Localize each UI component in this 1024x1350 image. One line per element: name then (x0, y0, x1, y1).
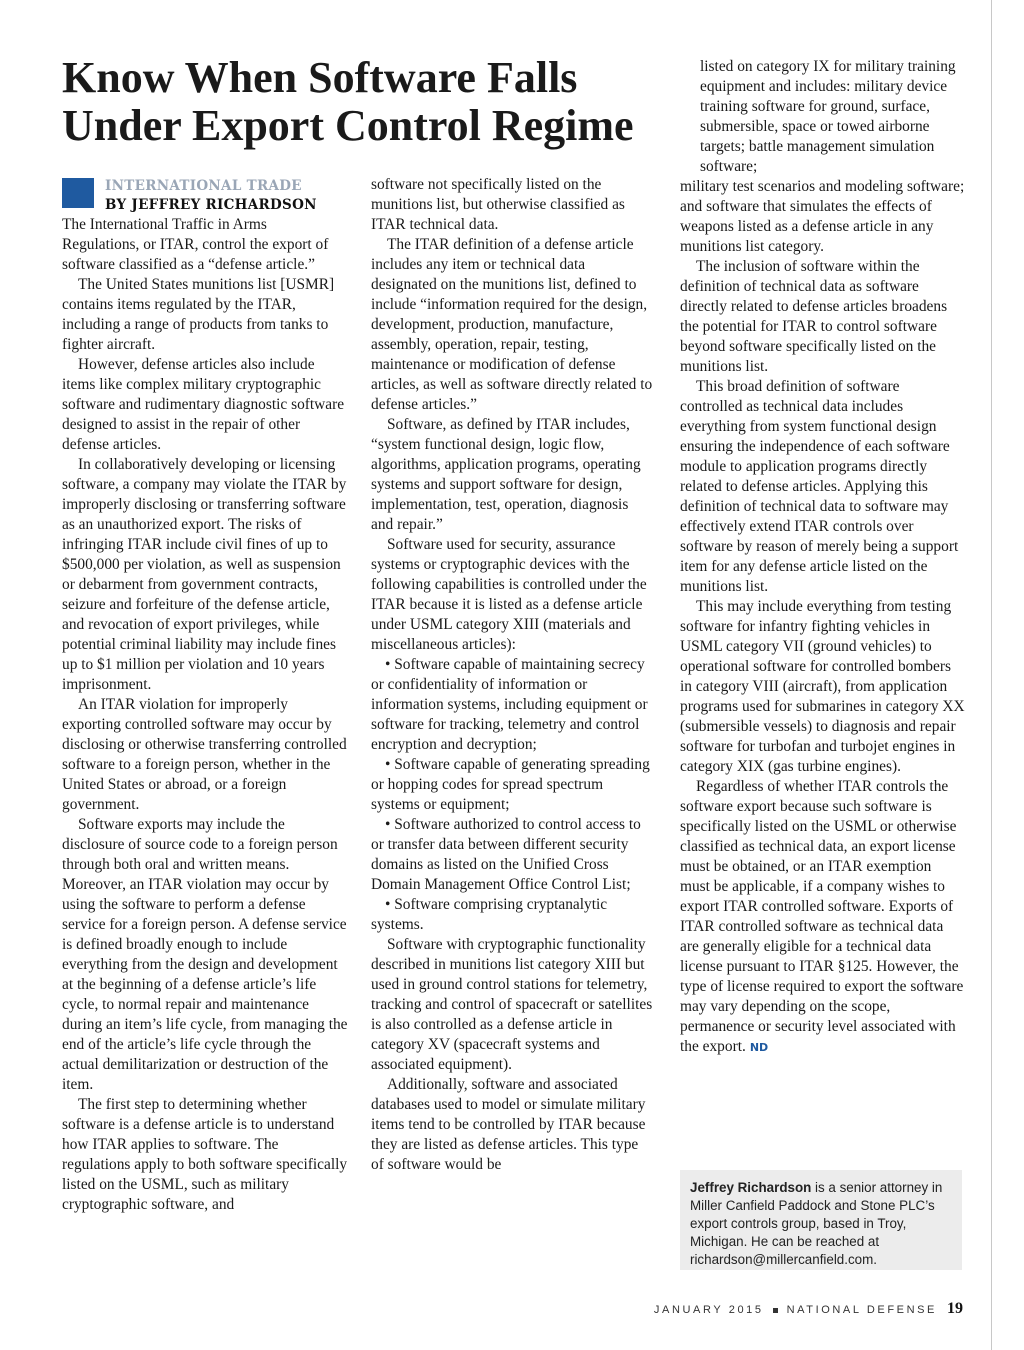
text-column-1 (62, 175, 348, 1215)
footer-separator-square (773, 1308, 778, 1313)
page-edge-rule (991, 0, 992, 1350)
bullet-item: • Software comprising cryptanalytic systems. (371, 896, 608, 933)
paragraph: In collaboratively developing or licensing software, a company may violate the ITAR by improperly disclosing or transferring software as an unauthorized export. The risks of infringing ITAR include civil fines of up to $500,000 per violation, as well as suspension or debarment from government contracts, seizure and forfeiture of the defense article, and revocation of export privileges, while potential criminal liability may include fines up to $1 million per violation and 10 years imprisonment. (62, 456, 347, 693)
bullet-item: • Software capable of maintaining secrecy or confidentiality of information or information systems, including equipment or software for tracking, telemetry and control encryption and decryption; (371, 656, 648, 753)
end-mark: ND (749, 1041, 769, 1054)
section-marker-square (62, 178, 94, 208)
headline-line-2: Under Export Control Regime (62, 101, 634, 150)
author-bio-box (680, 1170, 962, 1270)
page-number: 19 (947, 1300, 963, 1317)
paragraph: Software used for security, assurance systems or cryptographic devices with the following capabilities is controlled under the ITAR because it is listed as a defense article under USML category XIII (materials and miscellaneous articles): (371, 536, 647, 653)
paragraph: Additionally, software and associated databases used to model or simulate military items tend to be controlled by ITAR because they are listed as defense articles. This type of software would be (371, 1076, 646, 1173)
paragraph: This may include everything from testing software for infantry fighting vehicles in USML category VII (ground vehicles) to operational software for controlled bombers in category VIII (aircraft), from application programs used for submarines in category XX (submersible vessels) to diagnosis and repair software for turbofan and turbojet engines in category XIX (gas turbine engines). (680, 598, 965, 775)
bullet-item: • Software capable of generating spreading or hopping codes for spread spectrum systems or equipment; (371, 756, 650, 813)
paragraph: Software exports may include the disclosure of source code to a foreign person through both oral and written means. Moreover, an ITAR violation may occur by using the software to perform a defense service for a foreign person. A defense service is defined broadly enough to include everything from the design and development at the beginning of a defense article’s life cycle, to normal repair and maintenance during an item’s life cycle, from managing the end of the article’s life cycle through the actual demilitarization or destruction of the item. (62, 816, 348, 1093)
paragraph: The inclusion of software within the definition of technical data as software directly related to defense articles broadens the potential for ITAR to control software beyond software specifically listed on the munitions list. (680, 258, 948, 375)
article-headline (62, 54, 682, 150)
paragraph: This broad definition of software controlled as technical data includes everything from system functional design ensuring the independence of each software module to application programs directly related to defense articles. Applying this definition of technical data to software may effectively extend ITAR controls over software by reason of merely being a support item for any defense article listed on the munitions list. (680, 378, 959, 595)
bullet-item: • Software authorized to control access to or transfer data between different security domains as listed on the Unified Cross Domain Management Office Control List; (371, 816, 641, 893)
footer-date: JANUARY 2015 (653, 1304, 764, 1316)
paragraph: software not specifically listed on the munitions list, but otherwise classified as ITAR technical data. (371, 176, 625, 233)
author-byline: BY JEFFREY RICHARDSON (105, 197, 317, 213)
paragraph: The first step to determining whether software is a defense article is to understand how ITAR applies to software. The regulations apply to both software specifically listed on the USML, such as military cryptographic software, and (62, 1096, 348, 1213)
paragraph: military test scenarios and modeling software; and software that simulates the effects of weapons listed as a defense article in any munitions list category. (680, 178, 965, 255)
footer-publication: NATIONAL DEFENSE (786, 1304, 937, 1316)
text-column-3 (680, 57, 965, 1058)
continued-paragraph-indented (680, 57, 965, 177)
page-footer (654, 1300, 963, 1318)
paragraph: Software, as defined by ITAR includes, “system functional design, logic flow, algorithms, application programs, operating systems and support software for design, implementation, test, operation, diagnosis and repair.” (371, 416, 641, 533)
bio-author-name: Jeffrey Richardson (690, 1180, 812, 1195)
byline-block (62, 175, 348, 215)
paragraph: The International Traffic in Arms Regulations, or ITAR, control the export of software classified as a “defense article.” (62, 216, 329, 273)
paragraph: Software with cryptographic functionality described in munitions list category XIII but used in ground control stations for telemetry, tracking and control of spacecraft or satellites is also controlled as a defense article in category XV (spacecraft systems and associated equipment). (371, 936, 653, 1073)
paragraph (680, 777, 965, 1058)
headline-line-1: Know When Software Falls (62, 53, 578, 102)
paragraph: An ITAR violation for improperly exporting controlled software may occur by disclosing or otherwise transferring controlled software to a foreign person, whether in the United States or abroad, or a foreign government. (62, 696, 347, 813)
paragraph-text: Regardless of whether ITAR controls the software export because such software is specifically listed on the USML or otherwise classified as technical data, an export license must be obtained, or an ITAR exemption must be applicable, if a company wishes to export ITAR controlled software. Exports of ITAR controlled software as technical data are generally eligible for a technical data license pursuant to ITAR §125. However, the type of license required to export the software may vary depending on the scope, permanence or security level associated with the export. (680, 778, 964, 1055)
paragraph: The United States munitions list [USMR] contains items regulated by the ITAR, including a range of products from tanks to fighter aircraft. (62, 276, 335, 353)
section-label: INTERNATIONAL TRADE (105, 178, 302, 194)
text-column-2 (371, 175, 654, 1175)
paragraph: The ITAR definition of a defense article includes any item or technical data designated on the munitions list, defined to include “information required for the design, development, production, manufacture, assembly, operation, repair, testing, maintenance or modification of defense articles, as well as software directly related to defense articles.” (371, 236, 653, 413)
paragraph: listed on category IX for military training equipment and includes: military device training software for ground, surface, submersible, space or towed airborne targets; battle management simulation software; (700, 58, 956, 175)
paragraph: However, defense articles also include items like complex military cryptographic software and rudimentary diagnostic software designed to assist in the repair of other defense articles. (62, 356, 345, 453)
bio-text: is a senior attorney in Miller Canfield Paddock and Stone PLC’s export controls group, based in Troy, Michigan. He can be reached at richardson@millercanfield.com. (690, 1180, 943, 1267)
